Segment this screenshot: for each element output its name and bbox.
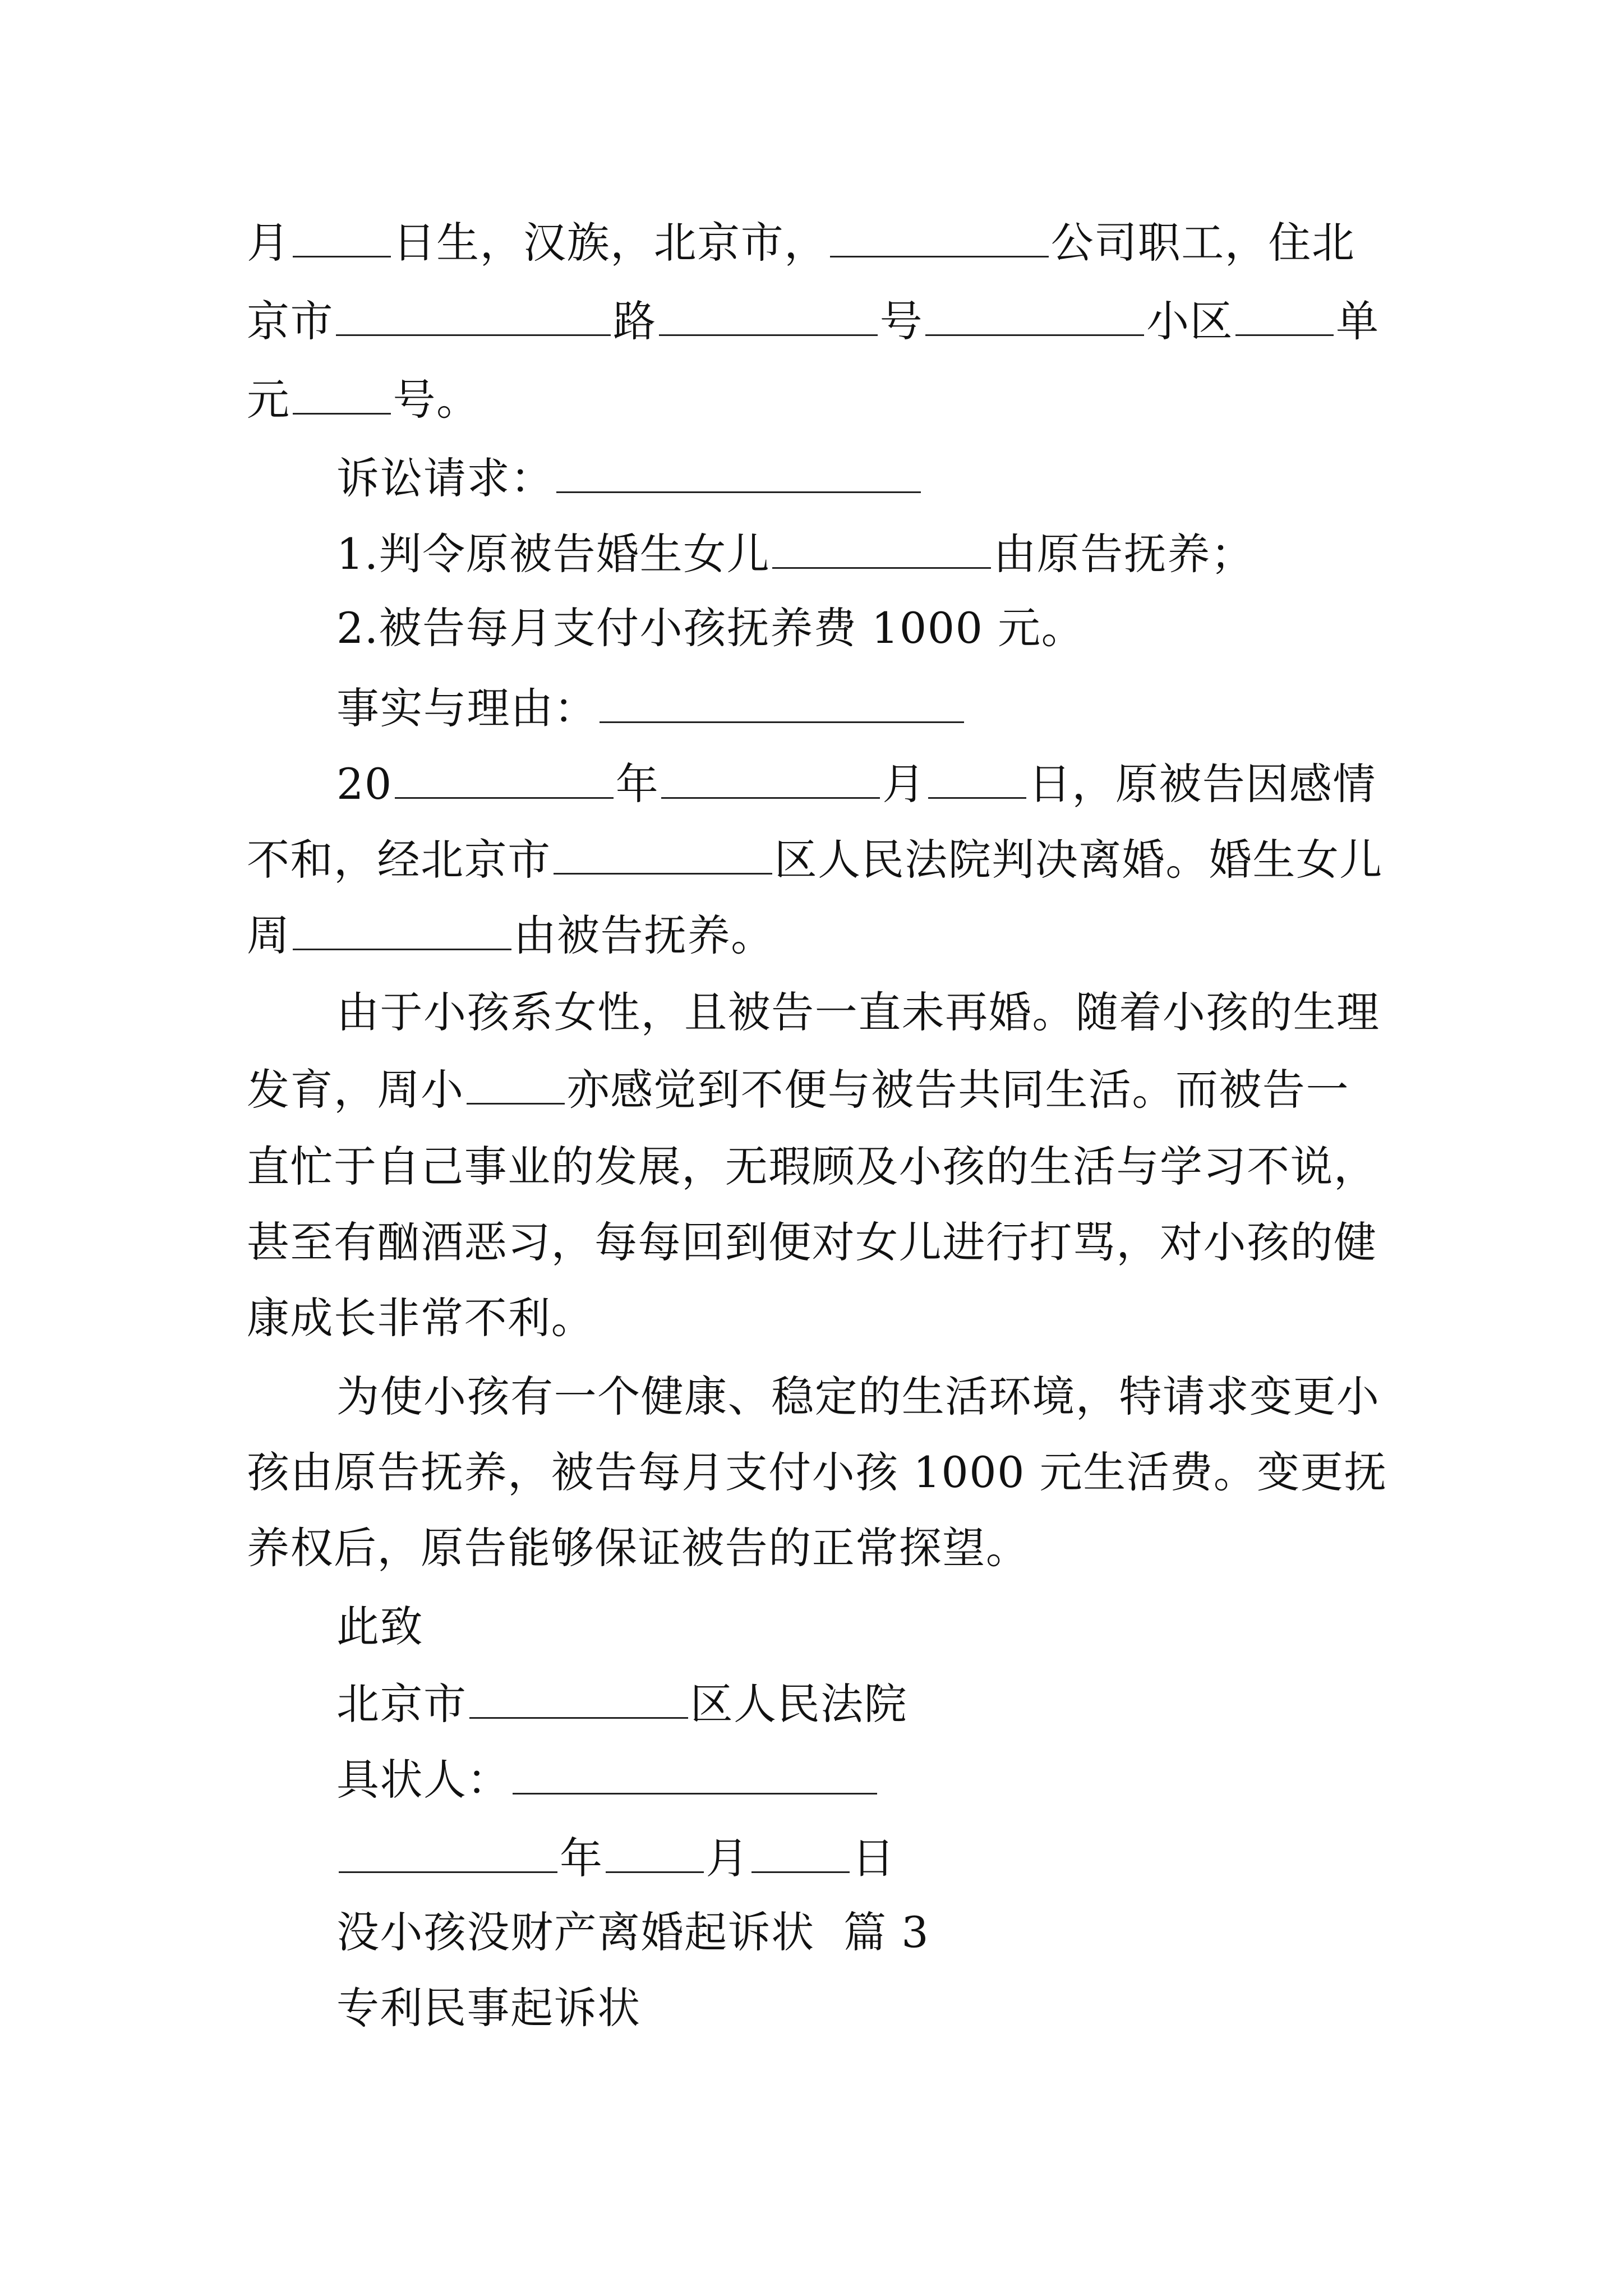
- text-segment: 康成长非常不利。: [247, 1293, 595, 1343]
- text-segment: 日，原被告因感情: [1028, 759, 1376, 809]
- text-segment: 月: [247, 218, 291, 268]
- text-segment: 20: [336, 759, 393, 809]
- text-segment: 亦感觉到不便与被告共同生活。而被告一: [566, 1065, 1349, 1115]
- text-segment: 1.判令原被告婚生女儿: [336, 529, 771, 579]
- fill-blank: [772, 524, 991, 569]
- text-segment: 具状人：: [336, 1755, 511, 1805]
- fill-blank: [336, 292, 611, 336]
- text-line: [247, 830, 1383, 888]
- text-segment: 小区: [1146, 296, 1234, 346]
- text-segment: 发育，周小: [247, 1065, 464, 1115]
- text-line: [336, 524, 1254, 582]
- text-segment: 年: [615, 759, 660, 809]
- fill-blank: [1235, 292, 1334, 336]
- text-segment: 京市: [247, 296, 334, 346]
- text-segment: 为使小孩有一个健康、稳定的生活环境，特请求变更小: [336, 1372, 1380, 1421]
- text-segment: 由于小孩系女性，且被告一直未再婚。随着小孩的生理: [336, 987, 1380, 1037]
- fill-blank: [467, 1060, 565, 1105]
- text-segment: 年: [560, 1833, 603, 1883]
- text-segment: 北京市: [336, 1679, 467, 1729]
- fill-blank: [659, 292, 878, 336]
- fill-blank: [556, 449, 921, 493]
- fill-blank: [469, 1674, 688, 1719]
- text-segment: 区人民法院: [690, 1679, 908, 1729]
- text-segment: 月: [706, 1833, 750, 1883]
- text-segment: 孩由原告抚养，被告每月支付小孩 1000 元生活费。变更抚: [247, 1447, 1387, 1497]
- text-segment: 专利民事起诉状: [336, 1983, 641, 2033]
- text-segment: 没小孩没财产离婚起诉状 篇 3: [336, 1907, 930, 1957]
- text-segment: 不和，经北京市: [247, 835, 551, 885]
- text-segment: 由原告抚养；: [993, 529, 1255, 579]
- fill-blank: [293, 370, 391, 415]
- text-line: [247, 1520, 1029, 1576]
- text-segment: 号。: [393, 375, 480, 425]
- text-segment: 养权后，原告能够保证被告的正常探望。: [247, 1523, 1030, 1573]
- text-segment: 区人民法院判决离婚。婚生女儿: [774, 835, 1383, 885]
- text-segment: 号: [879, 296, 924, 346]
- text-line: [247, 213, 1355, 271]
- text-segment: 事实与理由：: [336, 683, 598, 733]
- text-segment: 日生，汉族，北京市，: [393, 218, 828, 268]
- fill-blank: [554, 830, 772, 875]
- text-line: [247, 370, 480, 428]
- text-line: [336, 1369, 1380, 1425]
- text-segment: 月: [882, 759, 926, 809]
- fill-blank: [600, 679, 964, 723]
- fill-blank: [751, 1829, 850, 1873]
- section-heading: [336, 679, 966, 737]
- text-segment: 2.被告每月支付小孩抚养费 1000 元。: [336, 603, 1085, 653]
- court-name: [336, 1674, 907, 1732]
- date-line: [336, 1829, 896, 1887]
- text-segment: 甚至有酗酒恶习，每每回到便对女儿进行打骂，对小孩的健: [247, 1217, 1377, 1267]
- text-segment: 日: [852, 1833, 896, 1883]
- text-line: [336, 754, 1376, 812]
- text-segment: 诉讼请求：: [336, 453, 554, 503]
- text-line: [247, 1139, 1377, 1195]
- text-segment: 直忙于自己事业的发展，无瑕顾及小孩的生活与学习不说，: [247, 1142, 1377, 1191]
- section-heading: [336, 449, 923, 507]
- fill-blank: [293, 906, 511, 950]
- fill-blank: [606, 1829, 704, 1873]
- text-line: [247, 1444, 1387, 1501]
- fill-blank: [293, 213, 391, 257]
- document-title: [336, 1980, 641, 2036]
- text-line: [247, 292, 1380, 349]
- text-line: [247, 1060, 1349, 1118]
- fill-blank: [339, 1829, 557, 1873]
- fill-blank: [513, 1750, 877, 1795]
- text-segment: 路: [613, 296, 657, 346]
- text-segment: 单: [1336, 296, 1380, 346]
- section-title: [336, 1904, 929, 1961]
- fill-blank: [928, 754, 1026, 799]
- fill-blank: [925, 292, 1144, 336]
- fill-blank: [395, 754, 614, 799]
- signature-line: [336, 1750, 879, 1808]
- text-line: [336, 984, 1380, 1041]
- text-segment: 公司职工，住北: [1050, 218, 1355, 268]
- text-segment: 此致: [336, 1602, 424, 1651]
- fill-blank: [661, 754, 880, 799]
- text-segment: 元: [247, 375, 291, 425]
- text-line: [247, 906, 774, 964]
- text-segment: 周: [247, 910, 291, 960]
- text-line: [247, 1290, 594, 1346]
- text-line: [336, 600, 1085, 656]
- fill-blank: [830, 213, 1049, 257]
- text-segment: 由被告抚养。: [513, 910, 774, 960]
- text-line: [247, 1214, 1377, 1271]
- salutation: [336, 1599, 423, 1655]
